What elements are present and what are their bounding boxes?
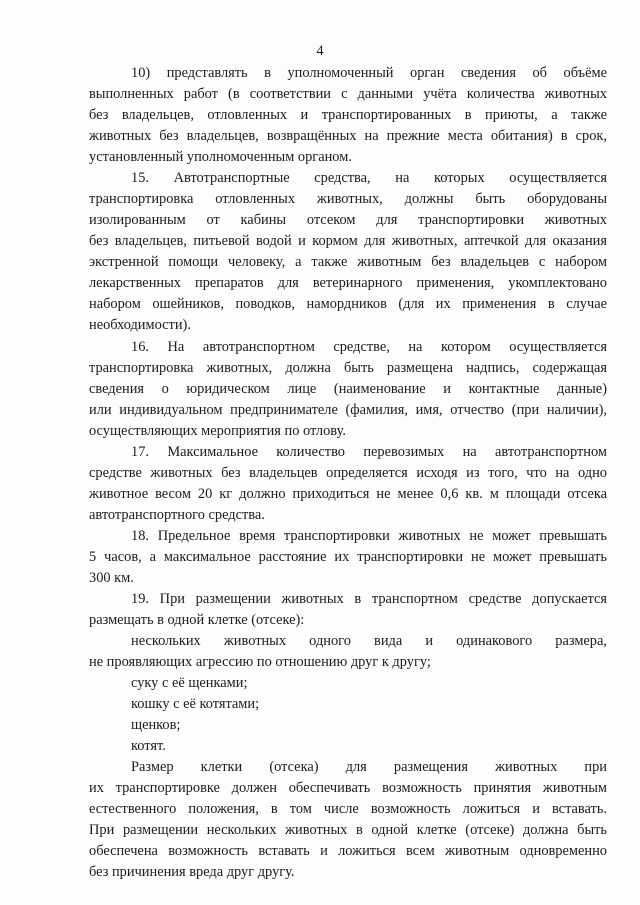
text-line: установленный уполномоченным органом.	[89, 149, 352, 165]
text-line: их транспортировке должен обеспечивать возможность принятия животным	[89, 780, 607, 796]
text-line: животное весом 20 кг должно приходиться не менее 0,6 кв. м площади отсека	[89, 486, 607, 502]
text-line: обеспечена возможность вставать и ложиться всем животным одновременно	[89, 843, 607, 859]
list-item: нескольких животных одного вида и одинакового размера,	[131, 633, 607, 649]
text-line: При размещении нескольких животных в одной клетке (отсеке) должна быть	[89, 822, 607, 838]
text-line: средстве животных без владельцев определяется исходя из того, что на одно	[89, 465, 607, 481]
text-line: автотранспортного средства.	[89, 507, 265, 523]
list-item: щенков;	[131, 717, 181, 733]
list-item: котят.	[131, 738, 166, 754]
text-line: естественного положения, в том числе возможность ложиться и вставать.	[89, 801, 607, 817]
text-line: 16. На автотранспортном средстве, на котором осуществляется	[131, 339, 607, 355]
text-line: транспортировка животных, должна быть размещена надпись, содержащая	[89, 360, 607, 376]
text-line: выполненных работ (в соответствии с данными учёта количества животных	[89, 86, 607, 102]
text-line: 15. Автотранспортные средства, на которых осуществляется	[131, 170, 607, 186]
text-line: без причинения вреда друг другу.	[89, 864, 295, 880]
text-line: размещать в одной клетке (отсеке):	[89, 612, 305, 628]
text-line: 300 км.	[89, 570, 134, 586]
text-line: необходимости).	[89, 317, 191, 333]
list-item: суку с её щенками;	[131, 675, 248, 691]
text-line: изолированным от кабины отсеком для транспортировки животных	[89, 212, 607, 228]
text-line: животных без владельцев, возвращённых на прежние места обитания) в срок,	[89, 128, 607, 144]
text-line: 5 часов, а максимальное расстояние их транспортировки не может превышать	[89, 549, 607, 565]
text-line: 19. При размещении животных в транспортном средстве допускается	[131, 591, 607, 607]
text-line: 18. Предельное время транспортировки животных не может превышать	[131, 528, 607, 544]
text-line: 17. Максимальное количество перевозимых на автотранспортном	[131, 444, 607, 460]
text-line: не проявляющих агрессию по отношению друг к другу;	[89, 654, 431, 670]
text-line: набором ошейников, поводков, намордников (для их применения в случае	[89, 296, 607, 312]
text-line: сведения о юридическом лице (наименование и контактные данные)	[89, 381, 607, 397]
text-line: экстренной помощи человеку, а также животным без владельцев с набором	[89, 254, 607, 270]
text-line: без владельцев, отловленных и транспортированных в приюты, а также	[89, 107, 607, 123]
text-line: транспортировка отловленных животных, должны быть оборудованы	[89, 191, 607, 207]
page-number: 4	[316, 43, 324, 59]
text-line: лекарственных препаратов для ветеринарного применения, укомплектовано	[89, 275, 607, 291]
text-line: Размер клетки (отсека) для размещения животных при	[131, 759, 607, 775]
text-line: 10) представлять в уполномоченный орган сведения об объёме	[131, 65, 607, 81]
text-line: без владельцев, питьевой водой и кормом для животных, аптечкой для оказания	[89, 233, 607, 249]
text-line: осуществляющих мероприятия по отлову.	[89, 423, 346, 439]
list-item: кошку с её котятами;	[131, 696, 260, 712]
text-line: или индивидуальном предпринимателе (фамилия, имя, отчество (при наличии),	[89, 402, 607, 418]
